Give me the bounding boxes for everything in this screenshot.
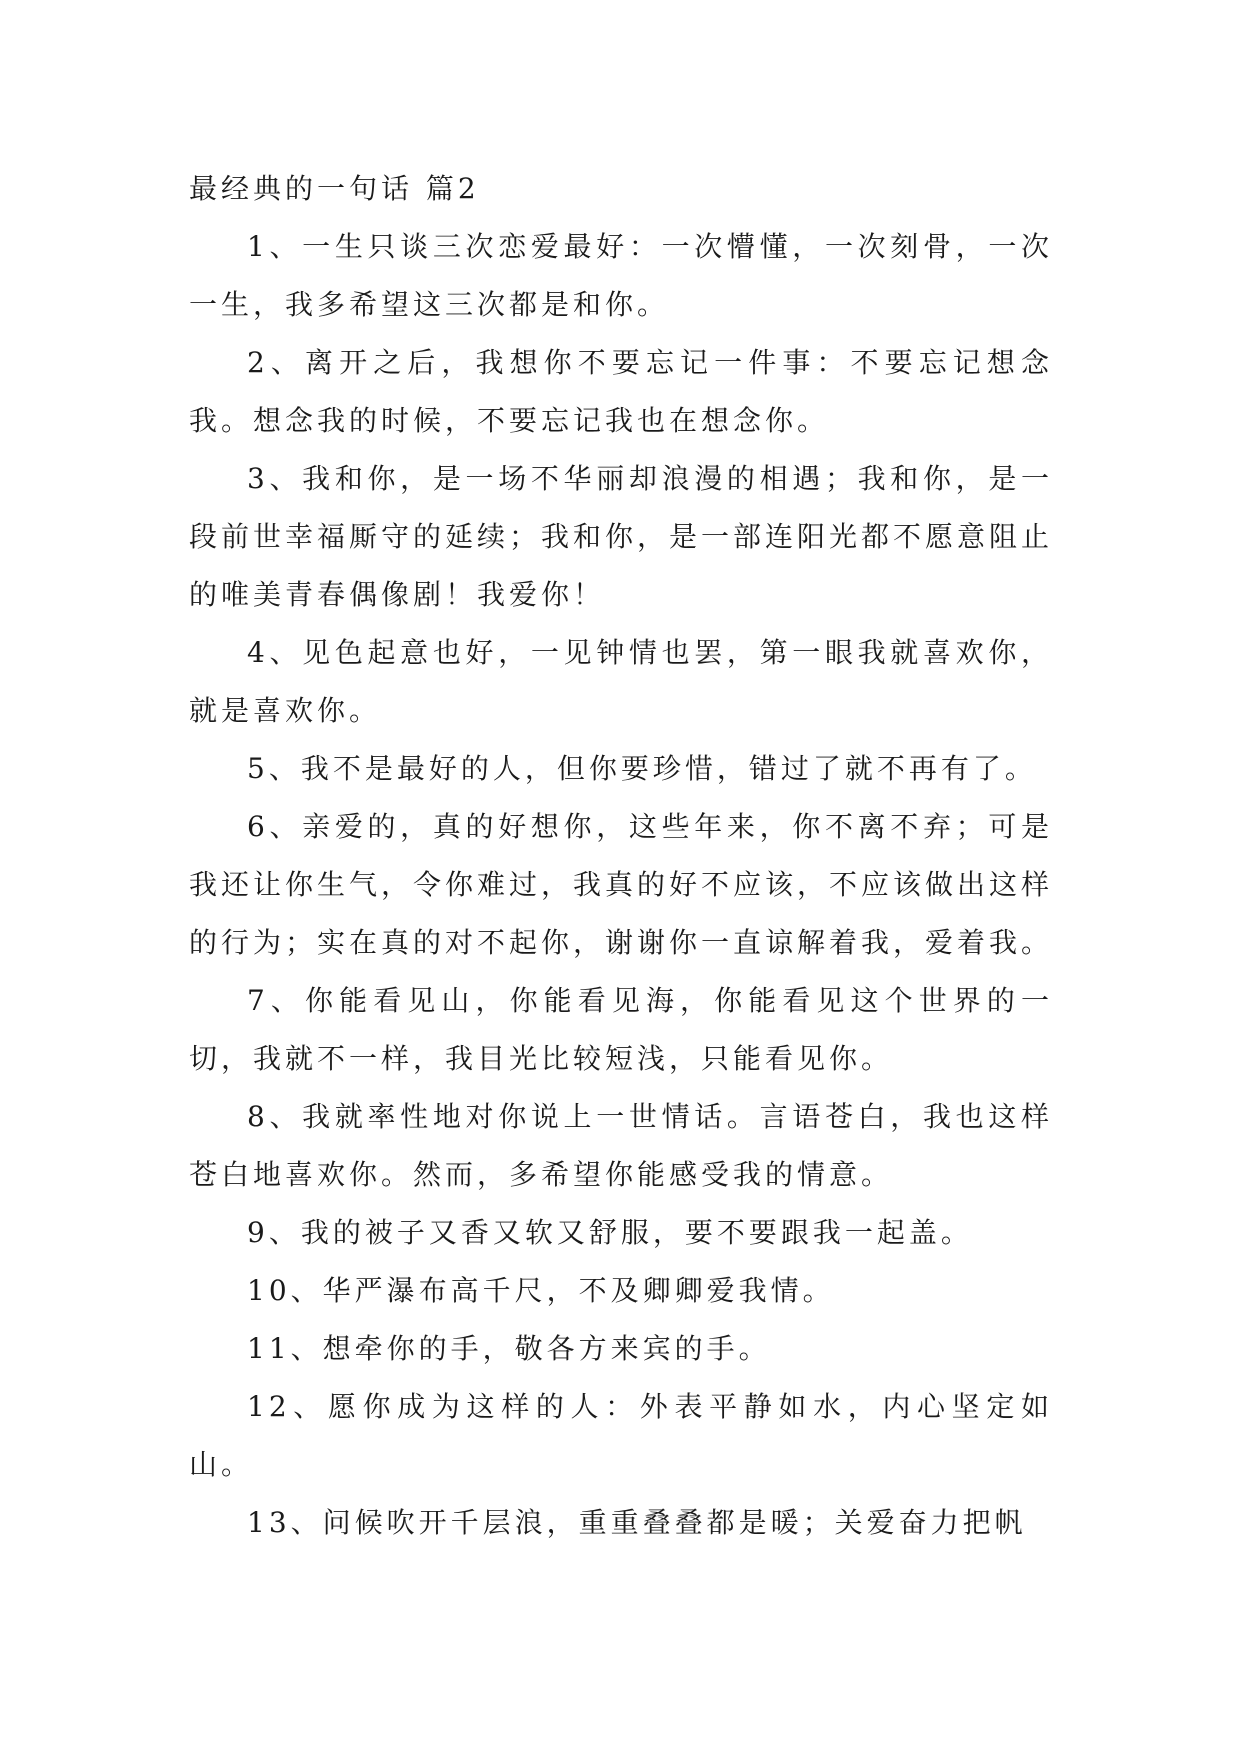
paragraph-2: 2、离开之后，我想你不要忘记一件事：不要忘记想念我。想念我的时候，不要忘记我也在想念你。	[189, 346, 1053, 437]
paragraph-9: 9、我的被子又香又软又舒服，要不要跟我一起盖。	[247, 1216, 973, 1249]
paragraph-11: 11、想牵你的手，敬各方来宾的手。	[247, 1332, 771, 1365]
paragraph-10: 10、华严瀑布高千尺，不及卿卿爱我情。	[247, 1274, 835, 1307]
document-body	[189, 160, 1053, 1552]
paragraph-6: 6、亲爱的，真的好想你，这些年来，你不离不弃；可是我还让你生气，令你难过，我真的好不应该，不应该做出这样的行为；实在真的对不起你，谢谢你一直谅解着我，爱着我。	[189, 810, 1054, 959]
paragraph-3: 3、我和你，是一场不华丽却浪漫的相遇；我和你，是一段前世幸福厮守的延续；我和你，是一部连阳光都不愿意阻止的唯美青春偶像剧！我爱你！	[189, 462, 1054, 611]
paragraph-12: 12、愿你成为这样的人：外表平静如水，内心坚定如山。	[189, 1390, 1053, 1481]
paragraph-13: 13、问候吹开千层浪，重重叠叠都是暖；关爱奋力把帆	[247, 1506, 1027, 1539]
paragraph-4: 4、见色起意也好，一见钟情也罢，第一眼我就喜欢你，就是喜欢你。	[189, 636, 1053, 727]
paragraph-5: 5、我不是最好的人，但你要珍惜，错过了就不再有了。	[247, 752, 1037, 785]
paragraph-8: 8、我就率性地对你说上一世情话。言语苍白，我也这样苍白地喜欢你。然而，多希望你能感受我的情意。	[189, 1100, 1053, 1191]
paragraph-1: 1、一生只谈三次恋爱最好：一次懵懂，一次刻骨，一次一生，我多希望这三次都是和你。	[189, 230, 1053, 321]
document-title: 最经典的一句话 篇2	[189, 172, 480, 205]
paragraph-7: 7、你能看见山，你能看见海，你能看见这个世界的一切，我就不一样，我目光比较短浅，只能看见你。	[189, 984, 1053, 1075]
